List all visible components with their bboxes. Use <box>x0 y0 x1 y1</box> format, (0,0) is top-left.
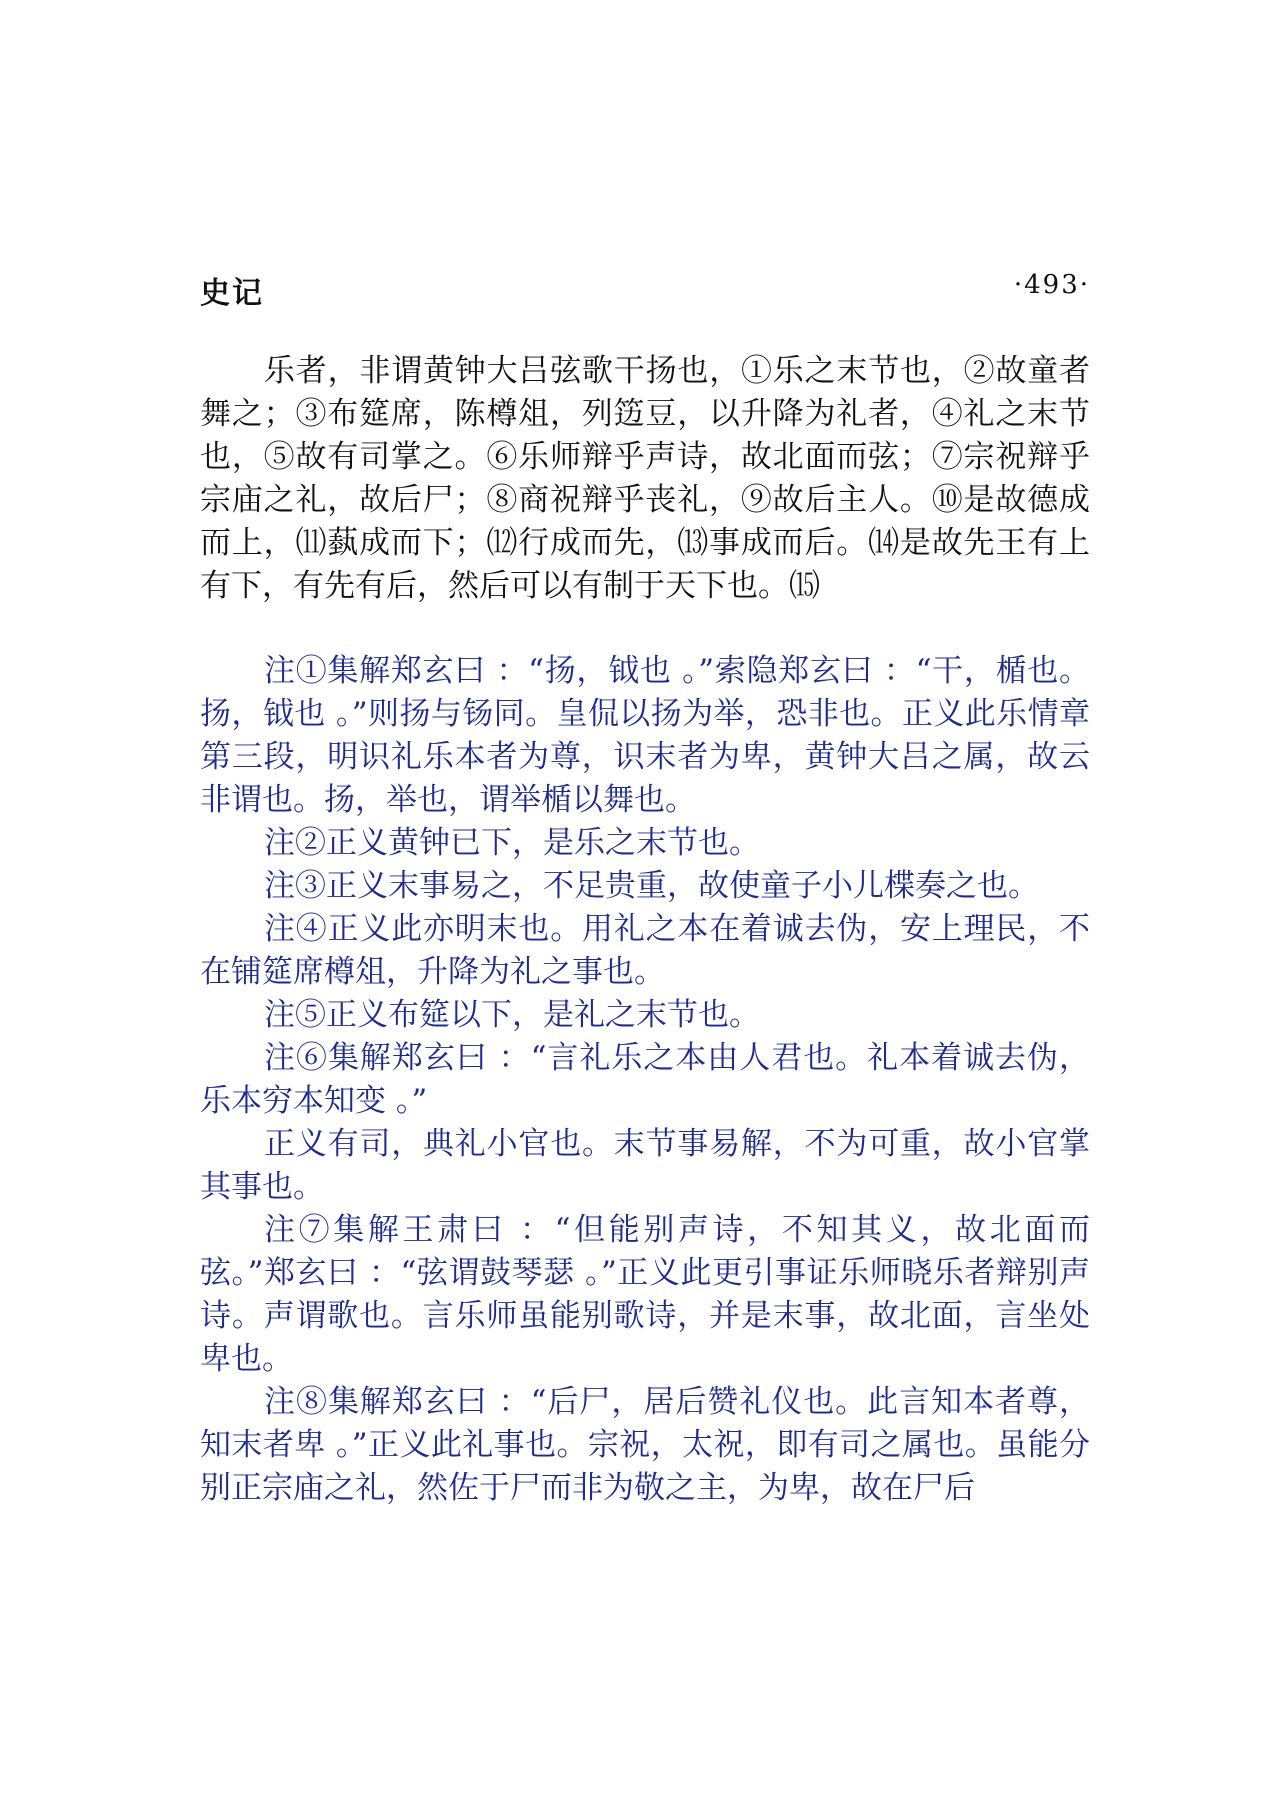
note-6-continued: 正义有司，典礼小官也。末节事易解，不为可重，故小官掌其事也。 <box>200 1126 1090 1205</box>
note-2: 注②正义黄钟已下，是乐之末节也。 <box>264 825 760 861</box>
main-text-paragraph: 乐者，非谓黄钟大吕弦歌干扬也，①乐之末节也，②故童者舞之；③布筵席，陈樽俎，列笾豆，以升降为礼者，④礼之末节也，⑤故有司掌之。⑥乐师辩乎声诗，故北面而弦；⑦宗祝辩乎宗庙之礼，故后尸；⑧商祝辩乎丧礼，⑨故后主人。⑩是故德成而上，⑾蓺成而下；⑿行成而先，⒀事成而后。⒁是故先王有上有下，有先有后，然后可以有制于天下也。⒂ <box>200 353 1090 604</box>
note-3: 注③正义末事易之，不足贵重，故使童子小儿楪奏之也。 <box>264 868 1039 904</box>
note-7: 注⑦集解王肃曰 ：“但能别声诗，不知其义，故北面而弦。”郑玄曰 ：“弦谓鼓琴瑟 。”正义此更引事证乐师晓乐者辩别声诗。声谓歌也。言乐师虽能别歌诗，并是末事，故北面，言坐处卑也。 <box>200 1212 1090 1377</box>
note-5: 注⑤正义布筵以下，是礼之末节也。 <box>264 997 760 1033</box>
page-header <box>200 268 1090 312</box>
note-4: 注④正义此亦明末也。用礼之本在着诚去伪，安上理民，不在铺筵席樽俎，升降为礼之事也。 <box>200 911 1090 990</box>
note-6: 注⑥集解郑玄曰 ：“言礼乐之本由人君也。礼本着诚去伪，乐本穷本知变 。” <box>200 1040 1090 1119</box>
book-title: 史记 <box>200 276 264 311</box>
page-number: ·493· <box>1013 270 1090 300</box>
notes-section <box>200 650 1090 1510</box>
note-1: 注①集解郑玄曰 ：“扬，钺也 。”索隐郑玄曰 ：“干，楯也。扬，钺也 。”则扬与钖同。皇侃以扬为举，恐非也。正义此乐情章第三段，明识礼乐本者为尊，识末者为卑，黄钟大吕之属，故云非谓也。扬，举也，谓举楯以舞也。 <box>200 653 1090 818</box>
note-8: 注⑧集解郑玄曰 ：“后尸，居后赞礼仪也。此言知本者尊，知末者卑 。”正义此礼事也。宗祝，太祝，即有司之属也。虽能分别正宗庙之礼，然佐于尸而非为敬之主，为卑，故在尸后 <box>200 1384 1090 1506</box>
